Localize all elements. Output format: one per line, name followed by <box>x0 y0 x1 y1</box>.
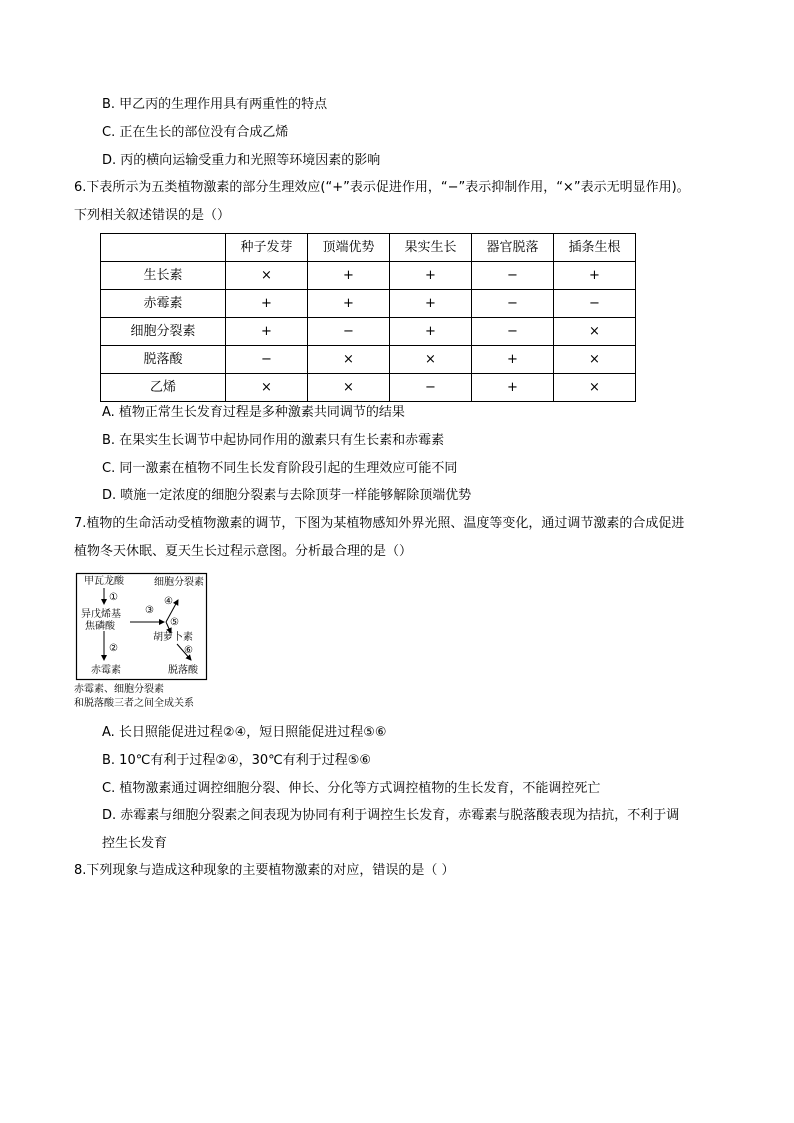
table-cell: + <box>308 290 390 318</box>
table-cell: + <box>390 262 472 290</box>
q6-stem-line2: 下列相关叙述错误的是（） <box>74 208 231 223</box>
table-row-label: 生长素 <box>101 262 226 290</box>
table-header-cell <box>101 234 226 262</box>
table-row <box>101 290 636 318</box>
label-mevalonic-acid: 甲瓦龙酸 <box>84 576 124 587</box>
table-header-cell: 插条生根 <box>554 234 636 262</box>
q6-option-a: A. 植物正常生长发育过程是多种激素共同调节的结果 <box>102 405 405 420</box>
table-cell: − <box>472 318 554 346</box>
q5-option-b: B. 甲乙丙的生理作用具有两重性的特点 <box>102 97 328 112</box>
diagram-caption-line2: 和脱落酸三者之间全成关系 <box>74 698 194 709</box>
q7-option-c: C. 植物激素通过调控细胞分裂、伸长、分化等方式调控植物的生长发育，不能调控死亡 <box>102 781 601 796</box>
label-carotene: 胡萝卜素 <box>153 632 193 643</box>
label-step-6: ⑥ <box>184 645 193 656</box>
label-step-3: ③ <box>145 605 154 616</box>
hormone-effects-table <box>100 233 636 402</box>
table-cell: × <box>226 262 308 290</box>
table-cell: + <box>554 262 636 290</box>
table-row-label: 赤霉素 <box>101 290 226 318</box>
table-header-cell: 器官脱落 <box>472 234 554 262</box>
label-abscisic-acid: 脱落酸 <box>168 665 198 676</box>
q6-option-c: C. 同一激素在植物不同生长发育阶段引起的生理效应可能不同 <box>102 461 458 476</box>
q6-option-d: D. 喷施一定浓度的细胞分裂素与去除顶芽一样能够解除顶端优势 <box>102 488 472 503</box>
table-cell: × <box>554 318 636 346</box>
table-cell: × <box>226 374 308 402</box>
label-isopentenyl-1: 异戊烯基 <box>81 609 121 620</box>
table-cell: × <box>554 346 636 374</box>
q5-option-d: D. 丙的横向运输受重力和光照等环境因素的影响 <box>102 153 381 168</box>
table-cell: − <box>226 346 308 374</box>
table-row-label: 细胞分裂素 <box>101 318 226 346</box>
q8-stem: 8.下列现象与造成这种现象的主要植物激素的对应，错误的是（ ） <box>74 863 455 878</box>
diagram-caption-line1: 赤霉素、细胞分裂素 <box>74 684 164 695</box>
table-cell: − <box>554 290 636 318</box>
label-step-4: ④ <box>164 596 173 607</box>
table-cell: + <box>308 262 390 290</box>
table-cell: + <box>226 290 308 318</box>
table-cell: − <box>308 318 390 346</box>
q7-option-a: A. 长日照能促进过程②④，短日照能促进过程⑤⑥ <box>102 725 387 740</box>
q6-option-b: B. 在果实生长调节中起协同作用的激素只有生长素和赤霉素 <box>102 433 445 448</box>
table-row <box>101 318 636 346</box>
table-cell: × <box>390 346 472 374</box>
table-cell: + <box>472 374 554 402</box>
table-cell: × <box>308 346 390 374</box>
table-cell: − <box>390 374 472 402</box>
table-cell: − <box>472 290 554 318</box>
q7-stem-line2: 植物冬天休眠、夏天生长过程示意图。分析最合理的是（） <box>74 544 413 559</box>
q7-option-d-line2: 控生长发育 <box>102 836 168 851</box>
q7-option-b: B. 10℃有利于过程②④，30℃有利于过程⑤⑥ <box>102 753 372 768</box>
q7-option-d-line1: D. 赤霉素与细胞分裂素之间表现为协同有利于调控生长发育，赤霉素与脱落酸表现为拮抗，不利于调 <box>102 808 680 823</box>
table-row-label: 脱落酸 <box>101 346 226 374</box>
table-cell: + <box>226 318 308 346</box>
table-row <box>101 262 636 290</box>
label-cytokinin: 细胞分裂素 <box>154 577 204 588</box>
table-row <box>101 346 636 374</box>
table-cell: + <box>472 346 554 374</box>
table-cell: + <box>390 318 472 346</box>
table-row <box>101 374 636 402</box>
table-cell: × <box>554 374 636 402</box>
table-row-label: 乙烯 <box>101 374 226 402</box>
table-header-cell: 种子发芽 <box>226 234 308 262</box>
q5-option-c: C. 正在生长的部位没有合成乙烯 <box>102 125 289 140</box>
table-header-cell: 顶端优势 <box>308 234 390 262</box>
table-cell: + <box>390 290 472 318</box>
label-step-5: ⑤ <box>170 617 179 628</box>
q7-stem-line1: 7.植物的生命活动受植物激素的调节，下图为某植物感知外界光照、温度等变化，通过调节激素的合成促进 <box>74 516 685 531</box>
label-step-1: ① <box>109 592 118 603</box>
q6-stem-line1: 6.下表所示为五类植物激素的部分生理效应(“+”表示促进作用，“−”表示抑制作用，“×”表示无明显作用)。 <box>74 180 690 195</box>
label-step-2: ② <box>109 643 118 654</box>
table-header-cell: 果实生长 <box>390 234 472 262</box>
table-header-row <box>101 234 636 262</box>
label-gibberellin: 赤霉素 <box>91 665 121 676</box>
table-cell: − <box>472 262 554 290</box>
table-cell: × <box>308 374 390 402</box>
label-isopentenyl-2: 焦磷酸 <box>85 621 115 632</box>
